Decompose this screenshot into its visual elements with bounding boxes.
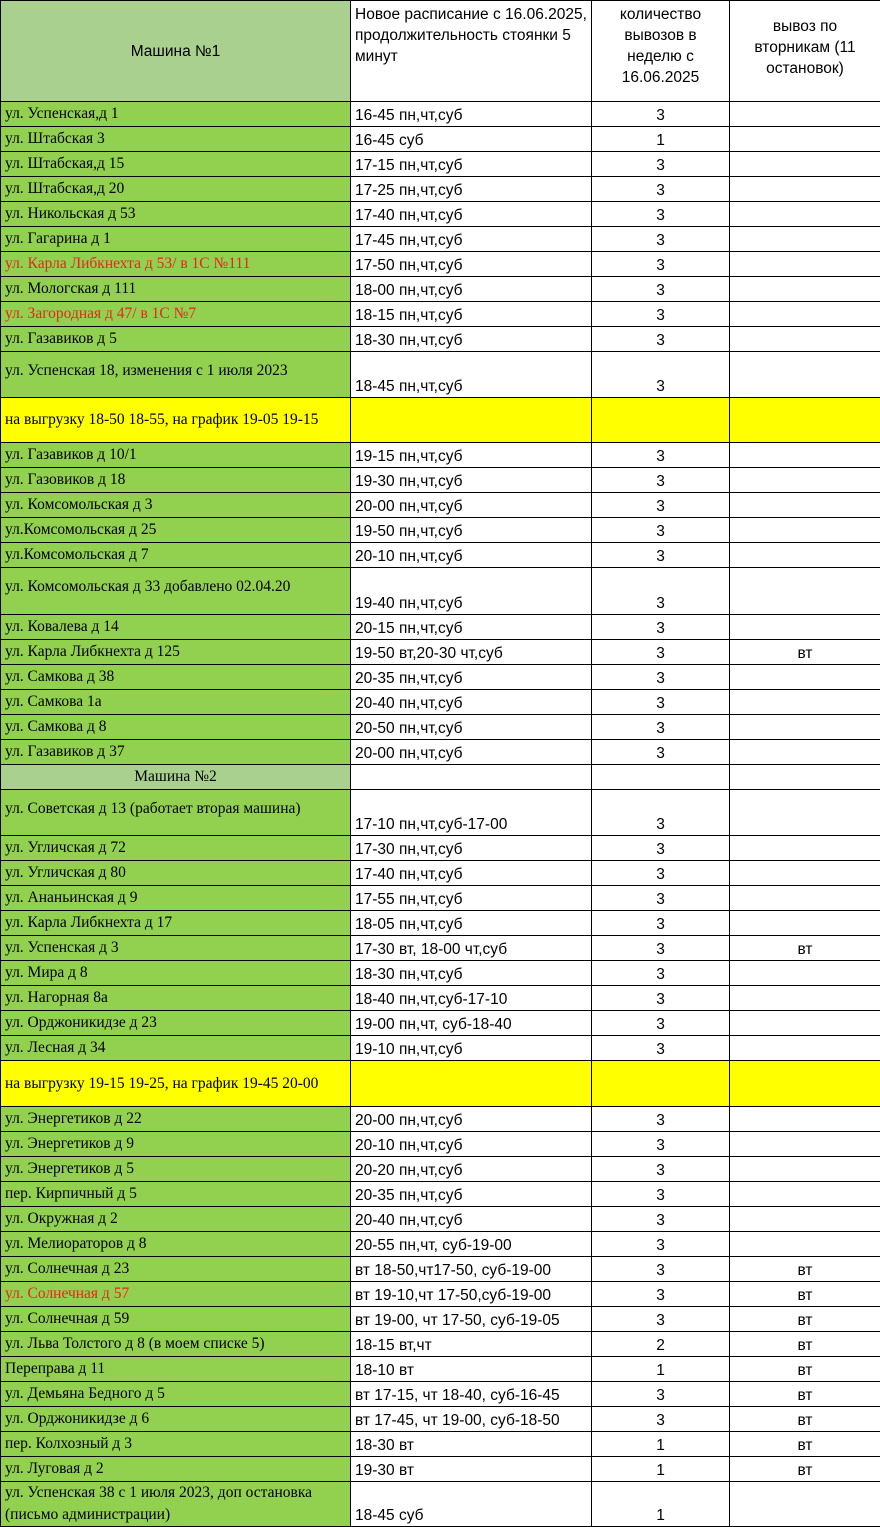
address-cell: ул. Солнечная д 57 — [1, 1282, 351, 1307]
address-cell: ул. Ананьинская д 9 — [1, 886, 351, 911]
count-cell: 3 — [592, 911, 730, 936]
schedule-cell: 18-10 вт — [351, 1357, 592, 1382]
table-row — [1, 252, 880, 277]
tuesday-cell — [730, 1132, 880, 1157]
address-cell: ул. Нагорная 8а — [1, 986, 351, 1011]
tuesday-cell — [730, 1157, 880, 1182]
tuesday-cell: вт — [730, 640, 880, 665]
tuesday-cell: вт — [730, 1332, 880, 1357]
table-row — [1, 1182, 880, 1207]
tuesday-cell: вт — [730, 1357, 880, 1382]
count-cell: 3 — [592, 518, 730, 543]
schedule-cell: 19-30 вт — [351, 1457, 592, 1482]
count-cell: 1 — [592, 1457, 730, 1482]
header-count: количество вывозов в неделю с 16.06.2025 — [592, 1, 730, 102]
schedule-cell: 20-00 пн,чт,суб — [351, 740, 592, 765]
count-cell: 3 — [592, 1307, 730, 1332]
table-row — [1, 1307, 880, 1332]
schedule-cell: вт 19-10,чт 17-50,суб-19-00 — [351, 1282, 592, 1307]
schedule-cell: 17-50 пн,чт,суб — [351, 252, 592, 277]
count-cell: 3 — [592, 1157, 730, 1182]
schedule-cell: 17-25 пн,чт,суб — [351, 177, 592, 202]
tuesday-cell — [730, 961, 880, 986]
schedule-cell: 20-00 пн,чт,суб — [351, 493, 592, 518]
count-cell: 2 — [592, 1332, 730, 1357]
count-cell: 3 — [592, 202, 730, 227]
count-cell: 3 — [592, 1011, 730, 1036]
tuesday-cell — [730, 886, 880, 911]
table-row — [1, 1382, 880, 1407]
schedule-cell: 17-30 пн,чт,суб — [351, 836, 592, 861]
count-cell: 3 — [592, 615, 730, 640]
count-cell: 3 — [592, 1257, 730, 1282]
schedule-cell: 18-15 вт,чт — [351, 1332, 592, 1357]
schedule-cell: 18-45 пн,чт,суб — [351, 352, 592, 398]
schedule-cell: 18-05 пн,чт,суб — [351, 911, 592, 936]
address-cell: ул. Угличская д 72 — [1, 836, 351, 861]
table-row — [1, 493, 880, 518]
count-cell: 3 — [592, 740, 730, 765]
address-cell: ул. Штабская,д 15 — [1, 152, 351, 177]
schedule-cell: 20-20 пн,чт,суб — [351, 1157, 592, 1182]
schedule-cell: 20-40 пн,чт,суб — [351, 1207, 592, 1232]
tuesday-cell — [730, 1061, 880, 1107]
count-cell: 1 — [592, 1482, 730, 1527]
count-cell: 3 — [592, 1232, 730, 1257]
schedule-cell: 19-00 пн,чт, суб-18-40 — [351, 1011, 592, 1036]
tuesday-cell — [730, 177, 880, 202]
schedule-cell: 20-35 пн,чт,суб — [351, 665, 592, 690]
schedule-cell: 18-40 пн,чт,суб-17-10 — [351, 986, 592, 1011]
table-row — [1, 911, 880, 936]
count-cell: 3 — [592, 1132, 730, 1157]
schedule-cell: 19-30 пн,чт,суб — [351, 468, 592, 493]
table-row — [1, 1257, 880, 1282]
schedule-cell: 20-15 пн,чт,суб — [351, 615, 592, 640]
tuesday-cell — [730, 518, 880, 543]
schedule-cell: вт 17-45, чт 19-00, суб-18-50 — [351, 1407, 592, 1432]
table-row — [1, 1061, 880, 1107]
address-cell: ул. Энергетиков д 5 — [1, 1157, 351, 1182]
table-row — [1, 1011, 880, 1036]
count-cell: 3 — [592, 327, 730, 352]
count-cell: 3 — [592, 152, 730, 177]
tuesday-cell — [730, 1036, 880, 1061]
tuesday-cell — [730, 1207, 880, 1232]
table-row — [1, 1482, 880, 1527]
address-cell: ул. Демьяна Бедного д 5 — [1, 1382, 351, 1407]
schedule-cell: вт 17-15, чт 18-40, суб-16-45 — [351, 1382, 592, 1407]
count-cell: 3 — [592, 1182, 730, 1207]
schedule-cell: 19-40 пн,чт,суб — [351, 568, 592, 615]
count-cell: 3 — [592, 1382, 730, 1407]
header-schedule: Новое расписание с 16.06.2025, продолжительность стоянки 5 минут — [351, 1, 592, 102]
table-row — [1, 468, 880, 493]
table-row — [1, 1357, 880, 1382]
address-cell: ул. Загородная д 47/ в 1С №7 — [1, 302, 351, 327]
table-row — [1, 227, 880, 252]
count-cell: 3 — [592, 302, 730, 327]
schedule-cell: 20-50 пн,чт,суб — [351, 715, 592, 740]
tuesday-cell — [730, 715, 880, 740]
count-cell: 3 — [592, 640, 730, 665]
table-row — [1, 986, 880, 1011]
schedule-cell: 19-50 пн,чт,суб — [351, 518, 592, 543]
tuesday-cell — [730, 690, 880, 715]
schedule-cell: 17-15 пн,чт,суб — [351, 152, 592, 177]
table-row — [1, 1207, 880, 1232]
table-row — [1, 1132, 880, 1157]
tuesday-cell — [730, 1107, 880, 1132]
tuesday-cell — [730, 127, 880, 152]
address-cell: ул. Самкова д 8 — [1, 715, 351, 740]
count-cell: 3 — [592, 1107, 730, 1132]
schedule-cell — [351, 398, 592, 443]
schedule-cell: 19-50 вт,20-30 чт,суб — [351, 640, 592, 665]
address-cell: ул. Штабская 3 — [1, 127, 351, 152]
table-row — [1, 640, 880, 665]
schedule-cell: 19-10 пн,чт,суб — [351, 1036, 592, 1061]
count-cell: 3 — [592, 715, 730, 740]
count-cell — [592, 398, 730, 443]
address-cell: ул.Комсомольская д 25 — [1, 518, 351, 543]
tuesday-cell: вт — [730, 1257, 880, 1282]
count-cell: 3 — [592, 986, 730, 1011]
table-row — [1, 277, 880, 302]
tuesday-cell — [730, 398, 880, 443]
address-cell: пер. Кирпичный д 5 — [1, 1182, 351, 1207]
count-cell: 3 — [592, 443, 730, 468]
tuesday-cell — [730, 327, 880, 352]
table-row — [1, 568, 880, 615]
tuesday-cell — [730, 152, 880, 177]
tuesday-cell — [730, 861, 880, 886]
table-row — [1, 861, 880, 886]
table-row — [1, 543, 880, 568]
table-row — [1, 1107, 880, 1132]
address-cell: ул. Луговая д 2 — [1, 1457, 351, 1482]
tuesday-cell — [730, 790, 880, 836]
table-row — [1, 152, 880, 177]
schedule-cell: 18-30 вт — [351, 1432, 592, 1457]
address-cell: ул. Лесная д 34 — [1, 1036, 351, 1061]
address-cell: ул. Гагарина д 1 — [1, 227, 351, 252]
count-cell: 3 — [592, 277, 730, 302]
schedule-cell — [351, 765, 592, 790]
table-row — [1, 1036, 880, 1061]
tuesday-cell: вт — [730, 936, 880, 961]
count-cell: 3 — [592, 493, 730, 518]
table-row — [1, 443, 880, 468]
schedule-cell: 17-40 пн,чт,суб — [351, 202, 592, 227]
schedule-cell: 18-30 пн,чт,суб — [351, 961, 592, 986]
count-cell: 1 — [592, 1357, 730, 1382]
address-cell: ул. Успенская д 3 — [1, 936, 351, 961]
table-row — [1, 690, 880, 715]
address-cell: ул. Карла Либкнехта д 17 — [1, 911, 351, 936]
address-cell: ул. Льва Толстого д 8 (в моем списке 5) — [1, 1332, 351, 1357]
table-row — [1, 1457, 880, 1482]
address-cell: ул.Комсомольская д 7 — [1, 543, 351, 568]
count-cell: 1 — [592, 1432, 730, 1457]
address-cell: ул. Самкова д 38 — [1, 665, 351, 690]
count-cell: 3 — [592, 665, 730, 690]
table-row — [1, 836, 880, 861]
count-cell: 3 — [592, 227, 730, 252]
table-row — [1, 665, 880, 690]
tuesday-cell — [730, 202, 880, 227]
address-cell: Переправа д 11 — [1, 1357, 351, 1382]
schedule-cell — [351, 1061, 592, 1107]
address-cell: ул. Угличская д 80 — [1, 861, 351, 886]
tuesday-cell — [730, 1232, 880, 1257]
count-cell: 3 — [592, 790, 730, 836]
count-cell: 3 — [592, 936, 730, 961]
table-row — [1, 886, 880, 911]
table-row — [1, 1432, 880, 1457]
table-row — [1, 1157, 880, 1182]
schedule-cell: 18-30 пн,чт,суб — [351, 327, 592, 352]
schedule-cell: 18-45 суб — [351, 1482, 592, 1527]
table-row — [1, 327, 880, 352]
count-cell: 1 — [592, 127, 730, 152]
tuesday-cell: вт — [730, 1382, 880, 1407]
tuesday-cell — [730, 277, 880, 302]
tuesday-cell: вт — [730, 1407, 880, 1432]
count-cell — [592, 765, 730, 790]
table-row — [1, 790, 880, 836]
count-cell: 3 — [592, 961, 730, 986]
address-cell: ул. Советская д 13 (работает вторая машина) — [1, 790, 351, 836]
schedule-cell: 16-45 пн,чт,суб — [351, 102, 592, 127]
unload-note: на выгрузку 18-50 18-55, на график 19-05 19-15 — [1, 398, 351, 443]
address-cell: ул. Мологская д 111 — [1, 277, 351, 302]
address-cell: ул. Солнечная д 59 — [1, 1307, 351, 1332]
tuesday-cell — [730, 1011, 880, 1036]
table-row — [1, 1332, 880, 1357]
table-row — [1, 398, 880, 443]
schedule-cell: 17-55 пн,чт,суб — [351, 886, 592, 911]
address-cell: ул. Штабская,д 20 — [1, 177, 351, 202]
tuesday-cell — [730, 102, 880, 127]
address-cell: ул. Мелиораторов д 8 — [1, 1232, 351, 1257]
table-row — [1, 302, 880, 327]
tuesday-cell — [730, 836, 880, 861]
address-cell: ул. Никольская д 53 — [1, 202, 351, 227]
address-cell: ул. Газовиков д 18 — [1, 468, 351, 493]
schedule-cell: 17-45 пн,чт,суб — [351, 227, 592, 252]
schedule-cell: 20-10 пн,чт,суб — [351, 1132, 592, 1157]
count-cell — [592, 1061, 730, 1107]
address-cell: ул. Газавиков д 10/1 — [1, 443, 351, 468]
table-row — [1, 518, 880, 543]
schedule-cell: 20-35 пн,чт,суб — [351, 1182, 592, 1207]
address-cell: ул. Карла Либкнехта д 125 — [1, 640, 351, 665]
count-cell: 3 — [592, 1282, 730, 1307]
tuesday-cell — [730, 543, 880, 568]
tuesday-cell — [730, 568, 880, 615]
schedule-cell: 20-10 пн,чт,суб — [351, 543, 592, 568]
tuesday-cell: вт — [730, 1282, 880, 1307]
address-cell: ул. Ковалева д 14 — [1, 615, 351, 640]
tuesday-cell: вт — [730, 1457, 880, 1482]
tuesday-cell — [730, 493, 880, 518]
count-cell: 3 — [592, 886, 730, 911]
address-cell: пер. Колхозный д 3 — [1, 1432, 351, 1457]
tuesday-cell — [730, 740, 880, 765]
table-row — [1, 102, 880, 127]
count-cell: 3 — [592, 102, 730, 127]
address-cell: ул. Самкова 1а — [1, 690, 351, 715]
tuesday-cell — [730, 986, 880, 1011]
table-row — [1, 615, 880, 640]
schedule-cell: 18-15 пн,чт,суб — [351, 302, 592, 327]
table-row — [1, 740, 880, 765]
tuesday-cell — [730, 1182, 880, 1207]
table-row — [1, 765, 880, 790]
address-cell: ул. Газавиков д 5 — [1, 327, 351, 352]
address-cell: ул. Орджоникидзе д 6 — [1, 1407, 351, 1432]
count-cell: 3 — [592, 468, 730, 493]
tuesday-cell: вт — [730, 1432, 880, 1457]
tuesday-cell — [730, 911, 880, 936]
table-row — [1, 1232, 880, 1257]
table-row — [1, 202, 880, 227]
address-cell: ул. Успенская 38 с 1 июля 2023, доп остановка (письмо администрации) — [1, 1482, 351, 1527]
schedule-cell: 20-40 пн,чт,суб — [351, 690, 592, 715]
address-cell: ул. Окружная д 2 — [1, 1207, 351, 1232]
count-cell: 3 — [592, 1207, 730, 1232]
schedule-cell: 17-40 пн,чт,суб — [351, 861, 592, 886]
schedule-cell: вт 19-00, чт 17-50, суб-19-05 — [351, 1307, 592, 1332]
schedule-cell: 19-15 пн,чт,суб — [351, 443, 592, 468]
tuesday-cell — [730, 227, 880, 252]
address-cell: ул. Мира д 8 — [1, 961, 351, 986]
schedule-cell: 20-00 пн,чт,суб — [351, 1107, 592, 1132]
address-cell: ул. Энергетиков д 9 — [1, 1132, 351, 1157]
tuesday-cell: вт — [730, 1307, 880, 1332]
section-header-machine2: Машина №2 — [1, 765, 351, 790]
tuesday-cell — [730, 252, 880, 277]
schedule-cell: вт 18-50,чт17-50, суб-19-00 — [351, 1257, 592, 1282]
table-row — [1, 127, 880, 152]
count-cell: 3 — [592, 252, 730, 277]
schedule-cell: 18-00 пн,чт,суб — [351, 277, 592, 302]
count-cell: 3 — [592, 352, 730, 398]
address-cell: ул. Комсомольская д 33 добавлено 02.04.20 — [1, 568, 351, 615]
address-cell: ул. Газавиков д 37 — [1, 740, 351, 765]
table-row — [1, 352, 880, 398]
tuesday-cell — [730, 615, 880, 640]
table-row — [1, 1282, 880, 1307]
table-row — [1, 961, 880, 986]
tuesday-cell — [730, 665, 880, 690]
count-cell: 3 — [592, 861, 730, 886]
schedule-cell: 16-45 суб — [351, 127, 592, 152]
header-machine1: Машина №1 — [1, 1, 351, 102]
tuesday-cell — [730, 443, 880, 468]
address-cell: ул. Орджоникидзе д 23 — [1, 1011, 351, 1036]
count-cell: 3 — [592, 1407, 730, 1432]
table-row — [1, 936, 880, 961]
count-cell: 3 — [592, 1036, 730, 1061]
tuesday-cell — [730, 1482, 880, 1527]
table-row — [1, 1407, 880, 1432]
address-cell: ул. Карла Либкнехта д 53/ в 1С №111 — [1, 252, 351, 277]
count-cell: 3 — [592, 177, 730, 202]
unload-note: на выгрузку 19-15 19-25, на график 19-45 20-00 — [1, 1061, 351, 1107]
address-cell: ул. Успенская 18, изменения с 1 июля 2023 — [1, 352, 351, 398]
count-cell: 3 — [592, 568, 730, 615]
schedule-cell: 17-10 пн,чт,суб-17-00 — [351, 790, 592, 836]
table-row — [1, 177, 880, 202]
schedule-cell: 20-55 пн,чт, суб-19-00 — [351, 1232, 592, 1257]
tuesday-cell — [730, 765, 880, 790]
tuesday-cell — [730, 302, 880, 327]
count-cell: 3 — [592, 543, 730, 568]
schedule-cell: 17-30 вт, 18-00 чт,суб — [351, 936, 592, 961]
address-cell: ул. Солнечная д 23 — [1, 1257, 351, 1282]
tuesday-cell — [730, 352, 880, 398]
count-cell: 3 — [592, 690, 730, 715]
address-cell: ул. Успенская,д 1 — [1, 102, 351, 127]
header-tuesday: вывоз по вторникам (11 остановок) — [730, 1, 880, 102]
count-cell: 3 — [592, 836, 730, 861]
address-cell: ул. Энергетиков д 22 — [1, 1107, 351, 1132]
address-cell: ул. Комсомольская д 3 — [1, 493, 351, 518]
table-row — [1, 715, 880, 740]
header-row — [1, 1, 880, 102]
tuesday-cell — [730, 468, 880, 493]
